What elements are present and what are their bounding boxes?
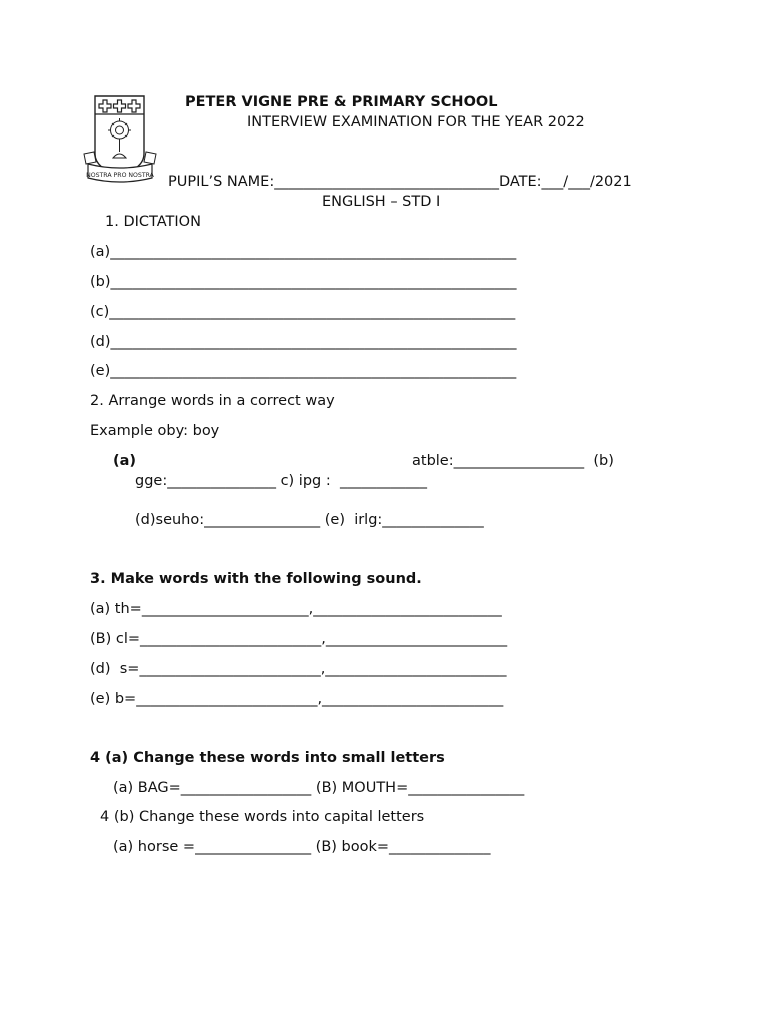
q3-line-b: (e) b=_________________________,_________________________ [90, 691, 504, 707]
subject-title: ENGLISH – STD I [322, 194, 441, 210]
pupil-name-date-line: PUPIL’S NAME:_______________________________DATE:___/___/2021 [168, 174, 632, 190]
q2-example: Example oby: boy [90, 423, 220, 439]
q4b-row: (a) horse =________________ (B) book=______________ [113, 839, 491, 855]
q3-line-cl: (B) cl=_________________________,_________________________ [90, 631, 508, 647]
q2-title: 2. Arrange words in a correct way [90, 393, 335, 409]
q3-line-th: (a) th=_______________________,__________________________ [90, 601, 502, 617]
dictation-line-c: (c)________________________________________________________ [90, 304, 516, 320]
school-name: PETER VIGNE PRE & PRIMARY SCHOOL [185, 94, 498, 110]
dictation-line-a: (a)________________________________________________________ [90, 244, 517, 260]
q4b-title: 4 (b) Change these words into capital letters [100, 809, 425, 825]
school-crest-logo [82, 92, 158, 186]
q3-line-s: (d) s=_________________________,_________________________ [90, 661, 507, 677]
dictation-line-d: (d)________________________________________________________ [90, 334, 517, 350]
q4a-row: (a) BAG=__________________ (B) MOUTH=________________ [113, 780, 525, 796]
exam-title: INTERVIEW EXAMINATION FOR THE YEAR 2022 [247, 114, 585, 130]
crest-motto: NOSTRA PRO NOSTRA [86, 172, 154, 179]
dictation-line-e: (e)________________________________________________________ [90, 363, 517, 379]
q2-row-2: gge:_______________ c) ipg : ____________ [135, 473, 427, 489]
q4a-title: 4 (a) Change these words into small letters [90, 750, 445, 766]
q1-title: 1. DICTATION [105, 214, 201, 230]
q3-title: 3. Make words with the following sound. [90, 571, 422, 587]
q2-item-a: atble:__________________ (b) [412, 453, 614, 469]
dictation-line-b: (b)________________________________________________________ [90, 274, 517, 290]
q2-item-a-label: (a) [113, 453, 137, 469]
q2-row-3: (d)seuho:________________ (e) irlg:______________ [135, 512, 484, 528]
